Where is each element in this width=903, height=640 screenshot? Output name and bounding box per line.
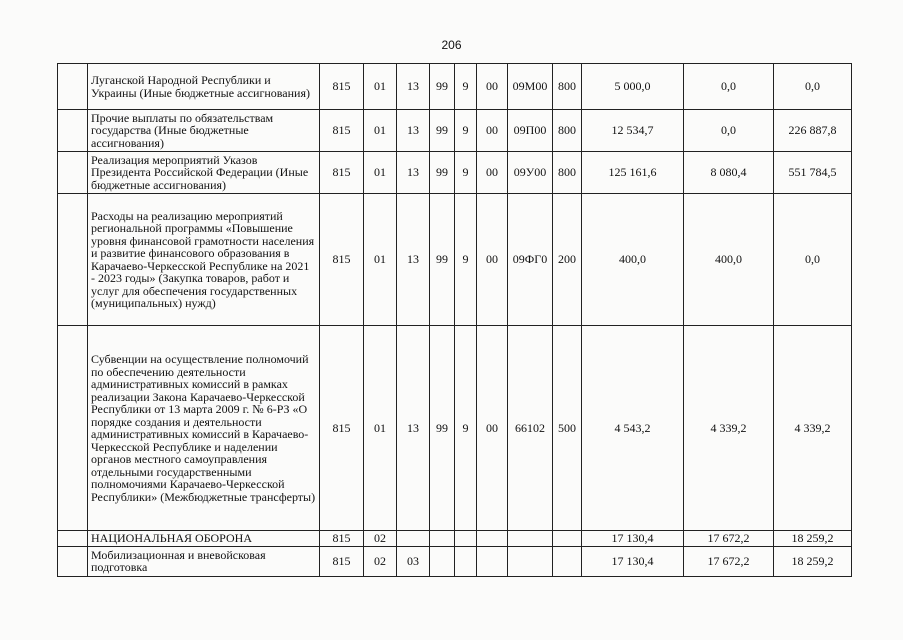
- cell-y2021: 4 543,2: [582, 326, 684, 531]
- cell-subprog: [455, 531, 477, 547]
- cell-direction: 09ФГ0: [508, 194, 553, 326]
- cell-subsection: 03: [397, 546, 430, 576]
- cell-y2021: 17 130,4: [582, 546, 684, 576]
- cell-subsection: 13: [397, 64, 430, 110]
- table-row: [58, 110, 852, 152]
- cell-y2023: 18 259,2: [774, 546, 852, 576]
- cell-prog: [430, 546, 455, 576]
- row-description: Мобилизационная и вневойсковая подготовка: [88, 546, 320, 576]
- cell-main-event: [477, 531, 508, 547]
- cell-y2022: 0,0: [684, 110, 774, 152]
- cell-subsection: 13: [397, 326, 430, 531]
- cell-main-event: 00: [477, 326, 508, 531]
- cell-main-event: 00: [477, 152, 508, 194]
- cell-direction: [508, 531, 553, 547]
- cell-subprog: [455, 546, 477, 576]
- cell-subprog: 9: [455, 64, 477, 110]
- cell-expense-type: 200: [553, 194, 582, 326]
- cell-section: 02: [364, 546, 397, 576]
- cell-direction: 09М00: [508, 64, 553, 110]
- cell-y2023: 551 784,5: [774, 152, 852, 194]
- cell-prog: 99: [430, 326, 455, 531]
- table-row: [58, 531, 852, 547]
- cell-y2022: 17 672,2: [684, 531, 774, 547]
- cell-section: 01: [364, 64, 397, 110]
- cell-section: 01: [364, 152, 397, 194]
- cell-main-event: 00: [477, 110, 508, 152]
- cell-ministry: 815: [320, 64, 364, 110]
- row-blank-cell: [58, 194, 88, 326]
- cell-ministry: 815: [320, 194, 364, 326]
- cell-section: 01: [364, 110, 397, 152]
- table-row: [58, 194, 852, 326]
- cell-ministry: 815: [320, 326, 364, 531]
- row-blank-cell: [58, 531, 88, 547]
- row-description: Расходы на реализацию мероприятий региональной программы «Повышение уровня финансовой грамотности населения и развитие финансового образования в Карачаево-Черкесской Республике на 2021 - 2023 годы» (Закупка товаров, работ и услуг для обеспечения государственных (муниципальных) нужд): [88, 194, 320, 326]
- table-row: [58, 546, 852, 576]
- cell-y2021: 400,0: [582, 194, 684, 326]
- row-blank-cell: [58, 152, 88, 194]
- cell-y2022: 17 672,2: [684, 546, 774, 576]
- cell-direction: [508, 546, 553, 576]
- cell-prog: 99: [430, 110, 455, 152]
- cell-subsection: 13: [397, 194, 430, 326]
- cell-subprog: 9: [455, 194, 477, 326]
- cell-y2022: 4 339,2: [684, 326, 774, 531]
- cell-y2023: 18 259,2: [774, 531, 852, 547]
- cell-subprog: 9: [455, 110, 477, 152]
- cell-subprog: 9: [455, 152, 477, 194]
- row-description: Луганской Народной Республики и Украины (Иные бюджетные ассигнования): [88, 64, 320, 110]
- cell-expense-type: [553, 546, 582, 576]
- cell-prog: [430, 531, 455, 547]
- table-body: [58, 64, 852, 577]
- cell-y2022: 0,0: [684, 64, 774, 110]
- row-description: НАЦИОНАЛЬНАЯ ОБОРОНА: [88, 531, 320, 547]
- cell-y2021: 125 161,6: [582, 152, 684, 194]
- row-blank-cell: [58, 326, 88, 531]
- cell-prog: 99: [430, 194, 455, 326]
- row-description: Субвенции на осуществление полномочий по обеспечению деятельности административных комиссий в рамках реализации Закона Карачаево-Черкесской Республики от 13 марта 2009 г. № 6-РЗ «О порядке создания и деятельности административных комиссий в Карачаево-Черкесской Республике и наделении органов местного самоуправления отдельными государственными полномочиями Карачаево-Черкесской Республики» (Межбюджетные трансферты): [88, 326, 320, 531]
- cell-ministry: 815: [320, 152, 364, 194]
- cell-main-event: 00: [477, 194, 508, 326]
- cell-subsection: 13: [397, 110, 430, 152]
- cell-direction: 09П00: [508, 110, 553, 152]
- table-row: [58, 326, 852, 531]
- row-description: Реализация мероприятий Указов Президента Российской Федерации (Иные бюджетные ассигнования): [88, 152, 320, 194]
- cell-expense-type: 800: [553, 64, 582, 110]
- cell-y2021: 5 000,0: [582, 64, 684, 110]
- cell-y2022: 400,0: [684, 194, 774, 326]
- cell-subprog: 9: [455, 326, 477, 531]
- cell-ministry: 815: [320, 546, 364, 576]
- cell-subsection: [397, 531, 430, 547]
- cell-prog: 99: [430, 64, 455, 110]
- cell-ministry: 815: [320, 531, 364, 547]
- cell-y2023: 0,0: [774, 64, 852, 110]
- cell-y2021: 12 534,7: [582, 110, 684, 152]
- cell-y2022: 8 080,4: [684, 152, 774, 194]
- cell-main-event: 00: [477, 64, 508, 110]
- row-blank-cell: [58, 64, 88, 110]
- cell-expense-type: 800: [553, 152, 582, 194]
- cell-expense-type: 500: [553, 326, 582, 531]
- cell-direction: 66102: [508, 326, 553, 531]
- cell-y2023: 4 339,2: [774, 326, 852, 531]
- row-description: Прочие выплаты по обязательствам государства (Иные бюджетные ассигнования): [88, 110, 320, 152]
- cell-main-event: [477, 546, 508, 576]
- cell-subsection: 13: [397, 152, 430, 194]
- page-number: 206: [441, 38, 462, 52]
- cell-expense-type: 800: [553, 110, 582, 152]
- cell-section: 01: [364, 326, 397, 531]
- cell-direction: 09У00: [508, 152, 553, 194]
- row-blank-cell: [58, 546, 88, 576]
- cell-section: 01: [364, 194, 397, 326]
- budget-table: [57, 63, 852, 577]
- table-row: [58, 152, 852, 194]
- cell-y2023: 226 887,8: [774, 110, 852, 152]
- row-blank-cell: [58, 110, 88, 152]
- cell-prog: 99: [430, 152, 455, 194]
- cell-section: 02: [364, 531, 397, 547]
- cell-y2023: 0,0: [774, 194, 852, 326]
- cell-y2021: 17 130,4: [582, 531, 684, 547]
- table-row: [58, 64, 852, 110]
- cell-ministry: 815: [320, 110, 364, 152]
- cell-expense-type: [553, 531, 582, 547]
